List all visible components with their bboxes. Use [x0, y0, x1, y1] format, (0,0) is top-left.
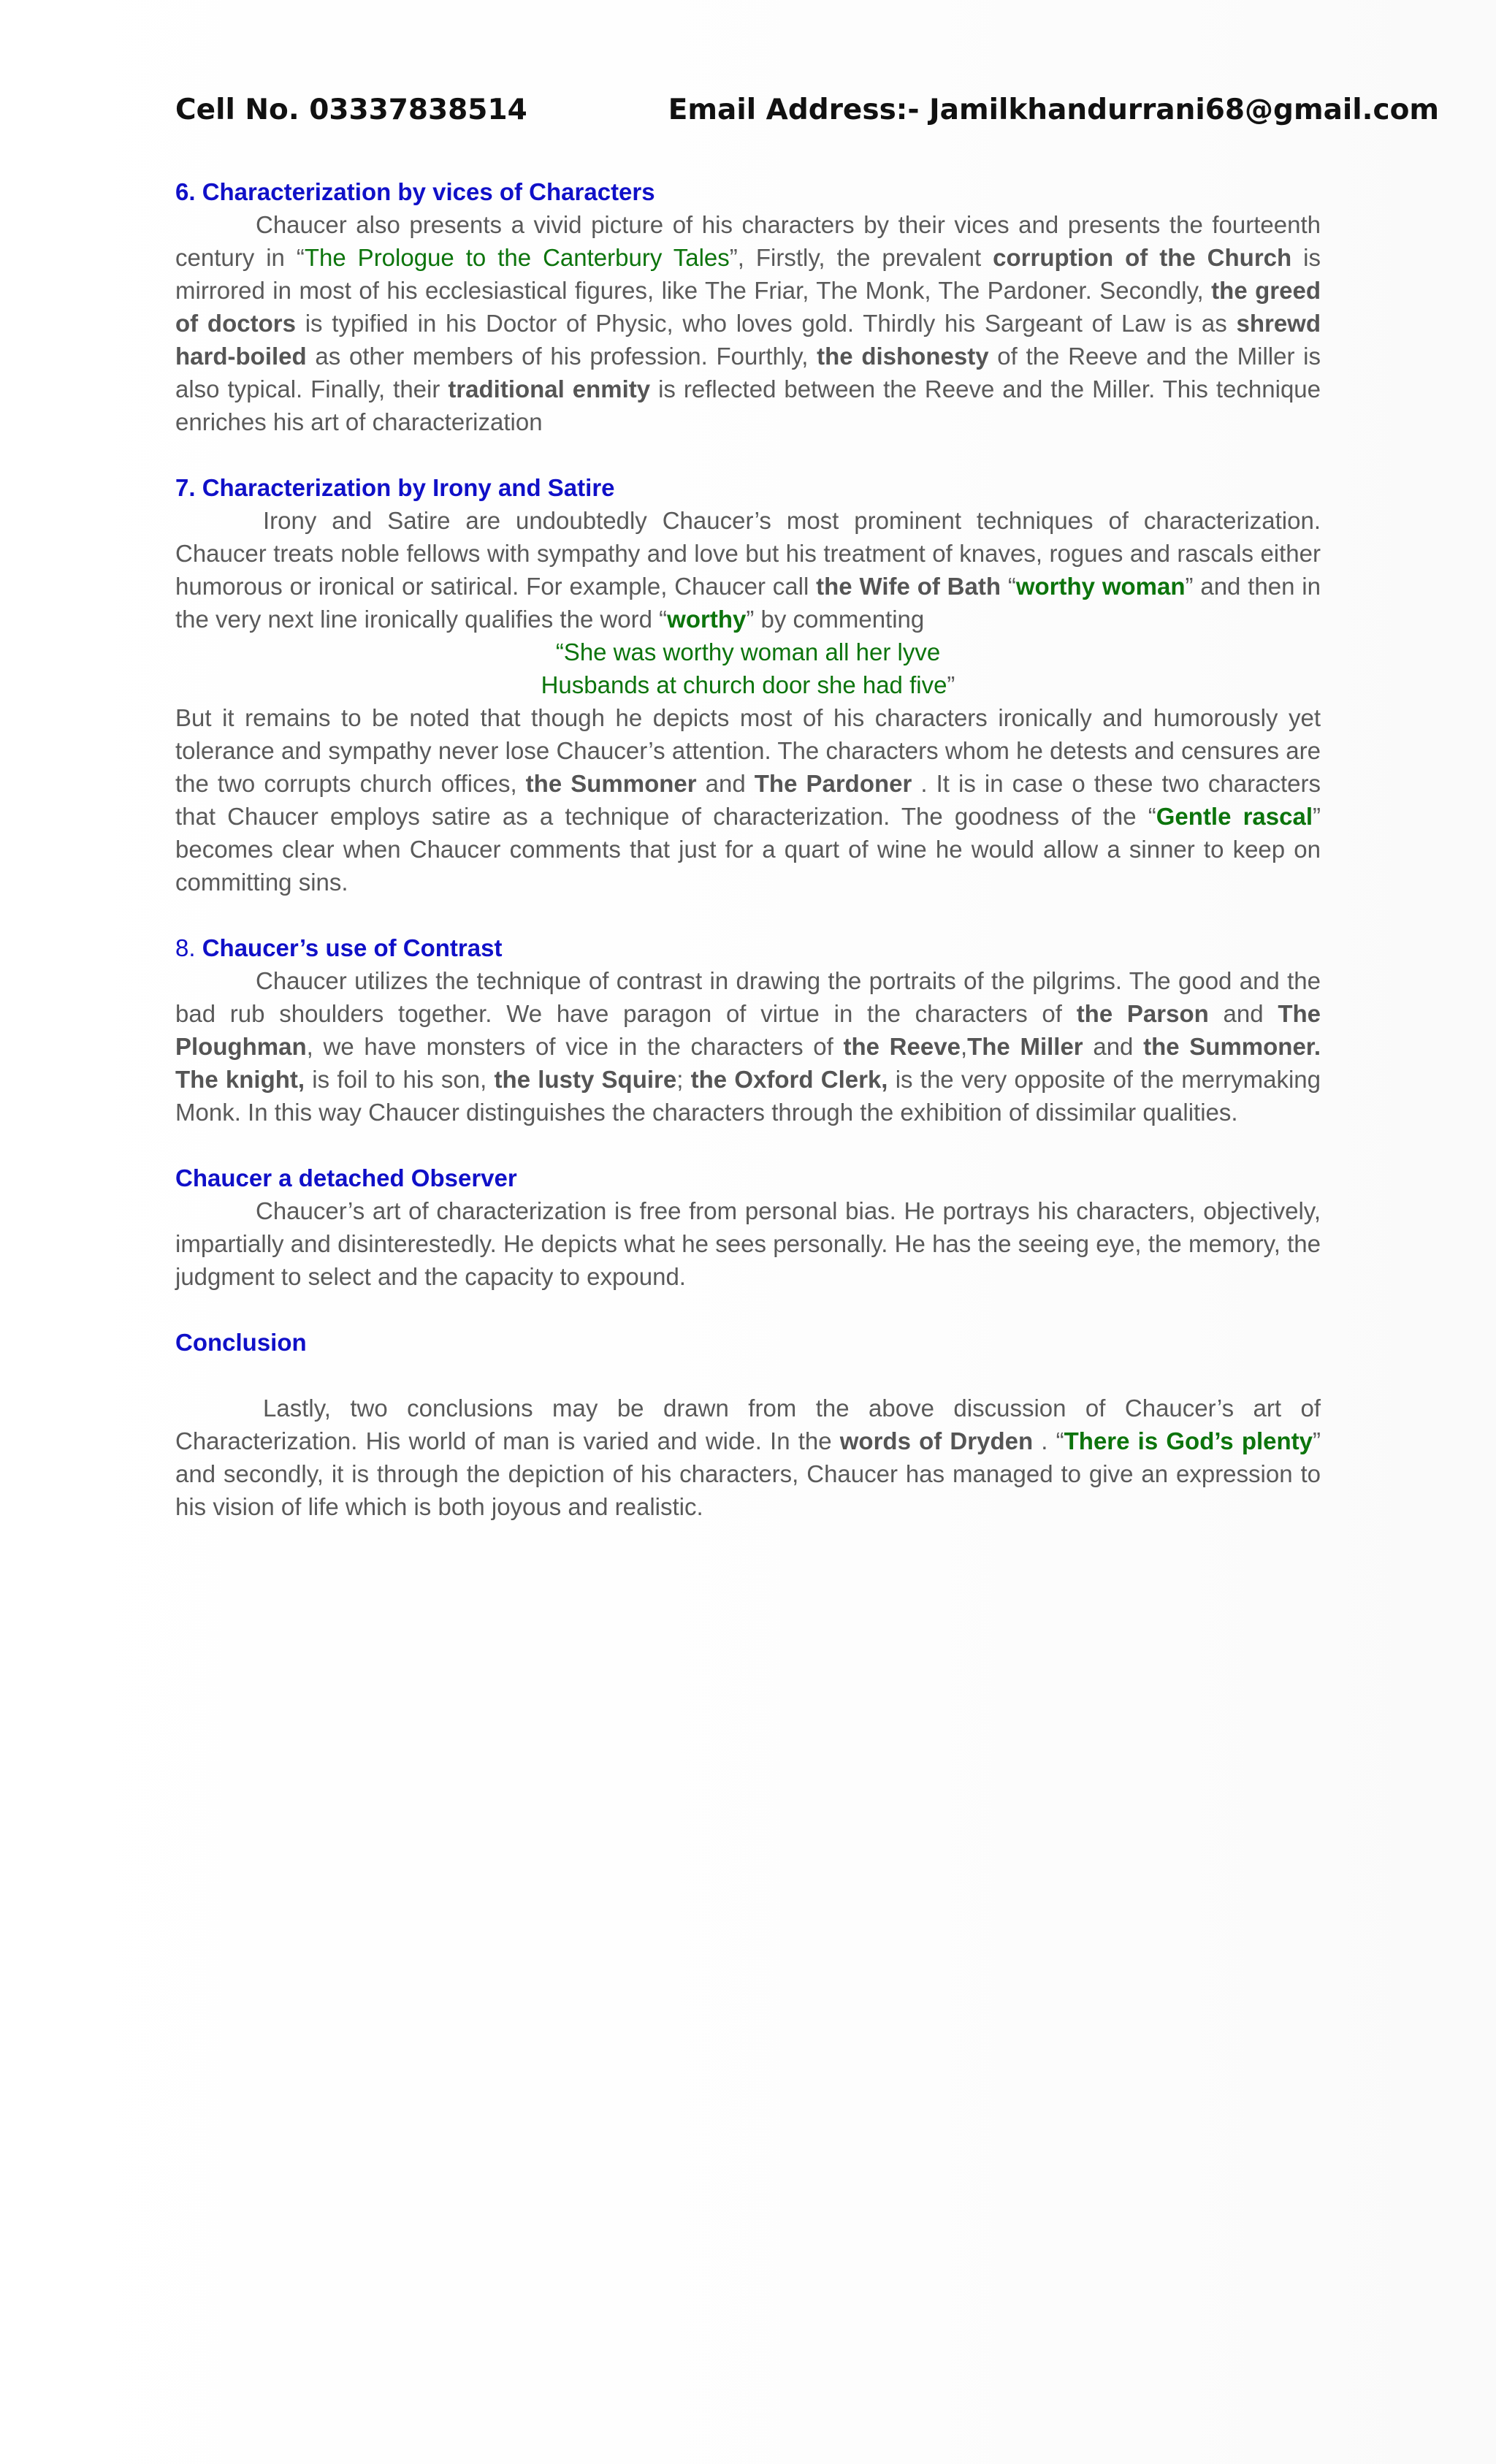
cell-number: Cell No. 03337838514	[175, 93, 527, 126]
page-header	[175, 88, 1439, 131]
email-address: Email Address:- Jamilkhandurrani68@gmail.com	[668, 93, 1439, 126]
section-9-paragraph: Chaucer’s art of characterization is free from personal bias. He portrays his characters, objectively, impartially and disinterestedly. He depicts what he sees personally. He has the seeing eye, the memory, the judgment to select and the capacity to expound.	[175, 1197, 1321, 1290]
section-8-heading: 8. Chaucer’s use of Contrast	[175, 934, 503, 961]
document-body	[175, 175, 1321, 1523]
quote-line-1: “She was worthy woman all her lyve	[555, 638, 941, 665]
section-8-paragraph: Chaucer utilizes the technique of contrast in drawing the portraits of the pilgrims. The good and the bad rub shoulders together. We have paragon of virtue in the characters of the Parson and The Ploughman, we have monsters of vice in the characters of the Reeve,The Miller and the Summoner. The knight, is foil to his son, the lusty Squire; the Oxford Clerk, is the very opposite of the merrymaking Monk. In this way Chaucer distinguishes the characters through the exhibition of dissimilar qualities.	[175, 967, 1321, 1126]
conclusion-heading: Conclusion	[175, 1329, 307, 1356]
section-7-paragraph-2: But it remains to be noted that though he depicts most of his characters ironically and humorously yet tolerance and sympathy never lose Chaucer’s attention. The characters whom he detests and censures are the two corrupts church offices, the Summoner and The Pardoner . It is in case o these two characters that Chaucer employs satire as a technique of characterization. The goodness of the “Gentle rascal” becomes clear when Chaucer comments that just for a quart of wine he would allow a sinner to keep on committing sins.	[175, 704, 1321, 896]
section-9-heading: Chaucer a detached Observer	[175, 1164, 517, 1191]
section-7-heading: 7. Characterization by Irony and Satire	[175, 474, 615, 501]
conclusion-paragraph: Lastly, two conclusions may be drawn from the above discussion of Chaucer’s art of Characterization. His world of man is varied and wide. In the words of Dryden . “There is God’s plenty” and secondly, it is through the depiction of his characters, Chaucer has managed to give an expression to his vision of life which is both joyous and realistic.	[175, 1395, 1321, 1520]
section-7-paragraph-1: Irony and Satire are undoubtedly Chaucer’s most prominent techniques of characterization. Chaucer treats noble fellows with sympathy and love but his treatment of knaves, rogues and rascals either humorous or ironical or satirical. For example, Chaucer call the Wife of Bath “worthy woman” and then in the very next line ironically qualifies the word “worthy” by commenting	[175, 507, 1321, 633]
section-6-paragraph: Chaucer also presents a vivid picture of his characters by their vices and presents the fourteenth century in “The Prologue to the Canterbury Tales”, Firstly, the prevalent corruption of the Church is mirrored in most of his ecclesiastical figures, like The Friar, The Monk, The Pardoner. Secondly, the greed of doctors is typified in his Doctor of Physic, who loves gold. Thirdly his Sargeant of Law is as shrewd hard-boiled as other members of his profession. Fourthly, the dishonesty of the Reeve and the Miller is also typical. Finally, their traditional enmity is reflected between the Reeve and the Miller. This technique enriches his art of characterization	[175, 211, 1321, 435]
section-6-heading: 6. Characterization by vices of Characters	[175, 178, 655, 205]
quote-line-2: Husbands at church door she had five”	[541, 671, 955, 698]
